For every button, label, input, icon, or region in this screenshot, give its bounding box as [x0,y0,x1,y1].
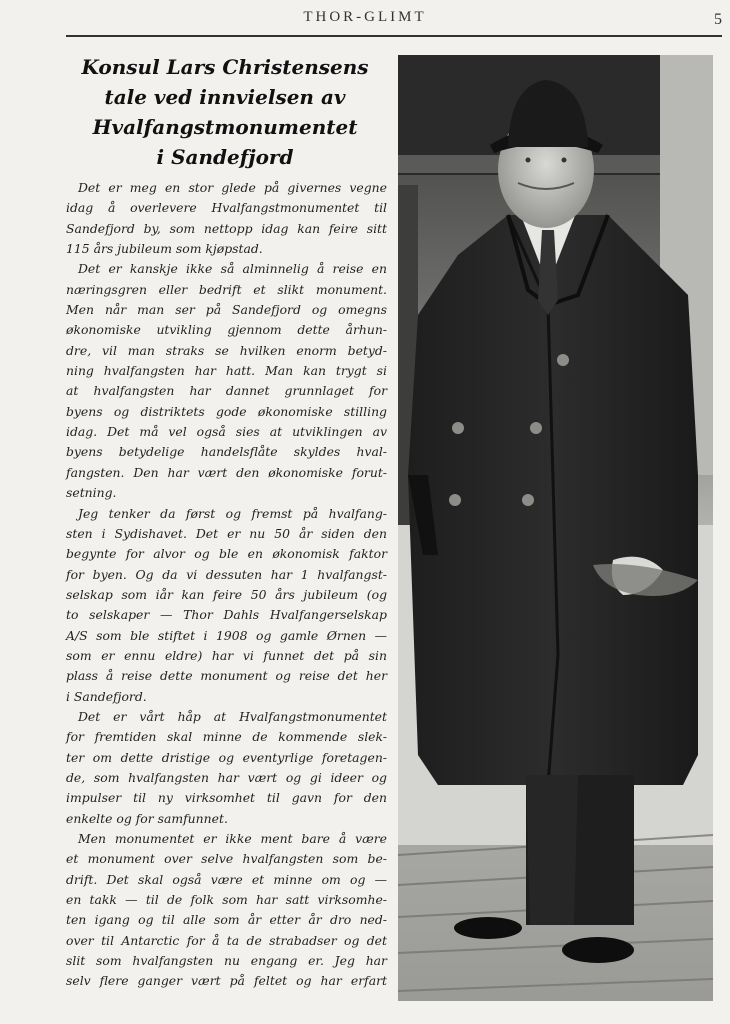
paragraph-line: byens betydelige handelsflåte skyldes hval- [66,444,387,460]
paragraph-line: enkelte og for samfunnet. [66,810,228,826]
paragraph-line: idag. Det må vel også sies at utviklingen av [66,424,387,440]
headline-line: Hvalfangstmonumentet [92,115,358,139]
paragraph-line: en takk — til de folk som har satt virksomhe- [66,892,387,908]
paragraph-line: idag å overlevere Hvalfangstmonumentet til [66,200,387,216]
paragraph-line: næringsgren eller bedrift et slikt monument. [66,281,387,297]
paragraph-line: byens og distriktets gode økonomiske stilling [66,403,387,419]
paragraph-line: som er ennu eldre) har vi funnet det på sin [66,647,387,663]
paragraph-line: økonomiske utvikling gjennom dette århun- [66,322,387,338]
paragraph-line: 115 års jubileum som kjøpstad. [66,241,263,257]
article-paragraph [66,259,387,503]
headline-line: Konsul Lars Christensens [81,55,369,79]
article-paragraph [66,504,387,707]
paragraph-line: Men monumentet er ikke ment bare å være [78,831,387,846]
paragraph-line: A/S som ble stiftet i 1908 og gamle Ørnen — [66,627,387,643]
paragraph-line: ter om dette dristige og eventyrlige foretagen- [66,749,387,765]
paragraph-line: Jeg tenker da først og fremst på hvalfang- [78,505,387,521]
paragraph-line: slit som hvalfangsten nu engang er. Jeg har [66,953,387,969]
article-paragraph [66,829,387,992]
paragraph-line: de, som hvalfangsten har vært og gi ideer og [66,769,387,785]
paragraph-line: sten i Sydishavet. Det er nu 50 år siden den [66,525,387,541]
article-body [66,178,387,992]
paragraph-line: impulser til ny virksomhet til gavn for den [66,790,387,806]
paragraph-line: selv flere ganger vært på feltet og har erfart [66,973,387,989]
article-paragraph [66,178,387,259]
article-headline [60,52,390,172]
portrait-photograph [398,55,713,1001]
paragraph-line: fangsten. Den har vært den økonomiske forut- [66,464,387,480]
headline-line: tale ved innvielsen av [104,85,346,109]
paragraph-line: et monument over selve hvalfangsten som be- [66,851,387,867]
paragraph-line: plass å reise dette monument og reise det her [66,668,387,684]
paragraph-line: begynte for alvor og ble en økonomisk faktor [66,546,387,562]
paragraph-line: Sandefjord by, som nettopp idag kan feire sitt [66,220,387,236]
paragraph-line: Det er kanskje ikke så alminnelig å reise en [78,261,387,277]
paragraph-line: to selskaper — Thor Dahls Hvalfangerselskap [66,607,387,623]
header-rule [66,35,722,37]
paragraph-line: Det er meg en stor glede på givernes vegne [78,180,387,195]
paragraph-line: Det er vårt håp at Hvalfangstmonumentet [78,708,387,724]
paragraph-line: ten igang og til alle som år etter år dro ned- [66,912,387,928]
paragraph-line: ning hvalfangsten har hatt. Man kan trygt si [66,363,387,379]
paragraph-line: over til Antarctic for å ta de strabadser og det [66,932,387,948]
paragraph-line: for fremtiden skal minne de kommende slek- [66,729,387,745]
paragraph-line: selskap som iår kan feire 50 års jubileum (og [66,586,387,602]
paragraph-line: drift. Det skal også være et minne om og — [66,871,387,887]
paragraph-line: for byen. Og da vi dessuten har 1 hvalfangst- [66,566,387,582]
article-paragraph [66,707,387,829]
paragraph-line: Men når man ser på Sandefjord og omegns [66,302,387,318]
paragraph-line: at hvalfangsten har dannet grunnlaget for [66,383,387,399]
paragraph-line: i Sandefjord. [66,688,147,704]
page-number: 5 [714,11,722,28]
headline-line: i Sandefjord [156,145,294,169]
paragraph-line: dre, vil man straks se hvilken enorm betyd- [66,342,387,358]
paragraph-line: setning. [66,485,117,501]
running-header-title: THOR-GLIMT [303,9,427,25]
